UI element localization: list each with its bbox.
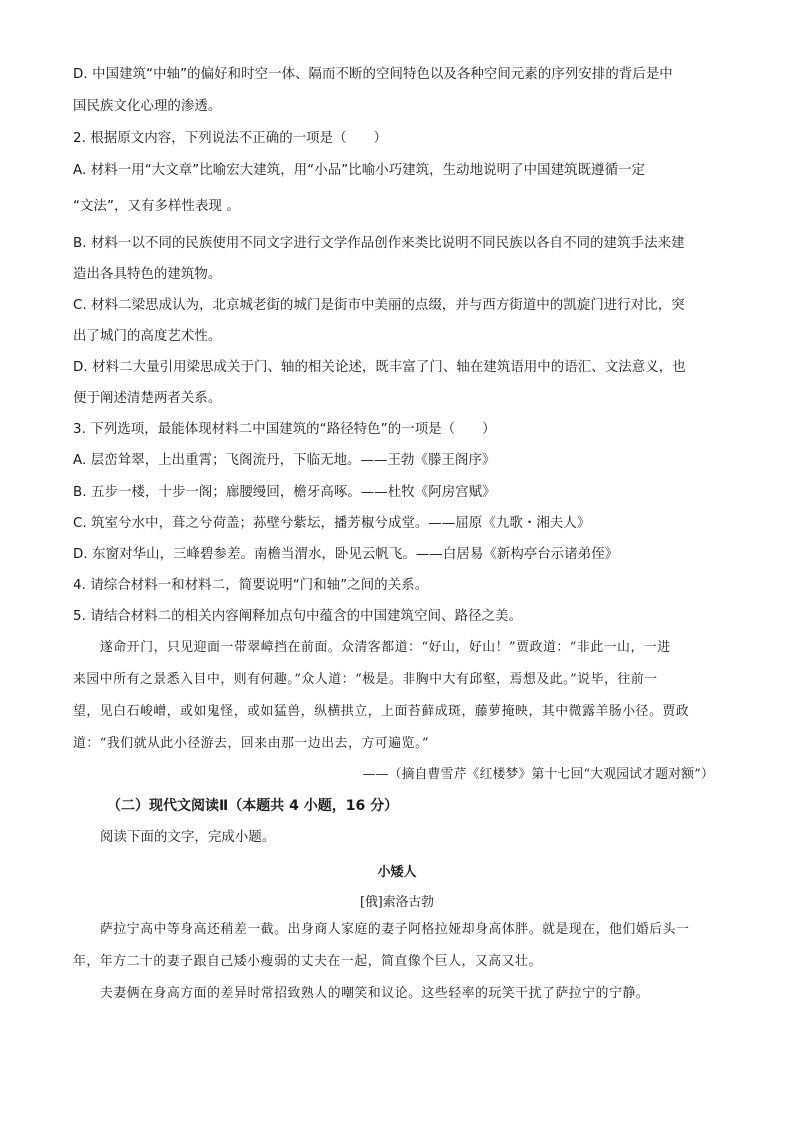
story-author: [俄]索洛古勃 [360, 895, 434, 910]
question-3: 3. 下列选项，最能体现材料二中国建筑的“路径特色”的一项是（ ） [73, 422, 496, 437]
q2-option-c-line-2: 出了城门的高度艺术性。 [73, 329, 222, 344]
q3-option-b: B. 五步一楼，十步一阁；廊腰缦回，檐牙高啄。——杜牧《阿房宫赋》 [73, 485, 496, 500]
q2-option-a-line-2: “文法”，又有多样性表现 。 [73, 199, 240, 214]
story-line-2: 年，年方二十的妻子跟自己矮小瘦弱的丈夫在一起，简直像个巨人，又高又壮。 [73, 954, 542, 969]
q2-option-d-line-1: D. 材料二大量引用梁思成关于门、轴的相关论述，既丰富了门、轴在建筑语用中的语汇、文法意义，也 [73, 360, 686, 375]
story-line-1: 萨拉宁高中等身高还稍差一截。出身商人家庭的妻子阿格拉娅却身高体胖。就是现在，他们婚后头一 [100, 922, 690, 937]
q2-option-d-line-2: 便于阐述清楚两者关系。 [73, 391, 222, 406]
question-4: 4. 请综合材料一和材料二，简要说明“门和轴”之间的关系。 [73, 578, 429, 593]
excerpt-line-2: 来园中所有之景悉入目中，则有何趣。”众人道：“极是。非胸中大有邱壑，焉想及此。”说毕，往前一 [73, 672, 658, 687]
story-line-3: 夫妻俩在身高方面的差异时常招致熟人的嘲笑和议论。这些轻率的玩笑干扰了萨拉宁的宁静。 [100, 986, 650, 1001]
excerpt-line-1: 遂命开门，只见迎面一带翠嶂挡在前面。众清客都道：“好山，好山！”贾政道：“非此一山，一进 [100, 640, 671, 655]
section-title: （二）现代文阅读Ⅱ（本题共 4 小题，16 分） [107, 798, 399, 814]
option-d-line-2: 国民族文化心理的渗透。 [73, 99, 222, 114]
story-title: 小矮人 [377, 865, 417, 880]
excerpt-line-4: 道：“我们就从此小径游去，回来由那一边出去，方可遍览。” [73, 736, 430, 751]
q3-option-c: C. 筑室兮水中，葺之兮荷盖；荪壁兮紫坛，播芳椒兮成堂。——屈原《九歌・湘夫人》 [73, 516, 591, 531]
excerpt-line-3: 望，见白石峻嶒，或如鬼怪，或如猛兽，纵横拱立，上面苔藓成斑，藤萝掩映，其中微露羊肠小径。贾政 [73, 704, 690, 719]
q2-option-a-line-1: A. 材料一用“大文章”比喻宏大建筑，用“小品”比喻小巧建筑，生动地说明了中国建筑既遵循一定 [73, 163, 646, 178]
excerpt-source: ——（摘自曹雪芹《红楼梦》第十七回“大观园试才题对额”） [362, 767, 714, 782]
question-2: 2. 根据原文内容，下列说法不正确的一项是（ ） [73, 131, 388, 146]
q3-option-d: D. 东窗对华山，三峰碧参差。南檐当渭水，卧见云帆飞。——白居易《新构亭台示诸弟侄》 [73, 547, 619, 562]
q2-option-b-line-1: B. 材料一以不同的民族使用不同文字进行文学作品创作来类比说明不同民族以各自不同的建筑手法来建 [73, 236, 685, 251]
q2-option-b-line-2: 造出各具特色的建筑物。 [73, 267, 222, 282]
q2-option-c-line-1: C. 材料二梁思成认为，北京城老街的城门是街市中美丽的点缀，并与西方街道中的凯旋门进行对比，突 [73, 298, 685, 313]
q3-option-a: A. 层峦耸翠，上出重霄；飞阁流丹，下临无地。——王勃《滕王阁序》 [73, 453, 496, 468]
question-5: 5. 请结合材料二的相关内容阐释加点句中蕴含的中国建筑空间、路径之美。 [73, 609, 523, 624]
option-d-line-1: D. 中国建筑“中轴”的偏好和时空一体、隔而不断的空间特色以及各种空间元素的序列安排的背后是中 [73, 67, 673, 82]
instruction: 阅读下面的文字，完成小题。 [100, 830, 276, 845]
